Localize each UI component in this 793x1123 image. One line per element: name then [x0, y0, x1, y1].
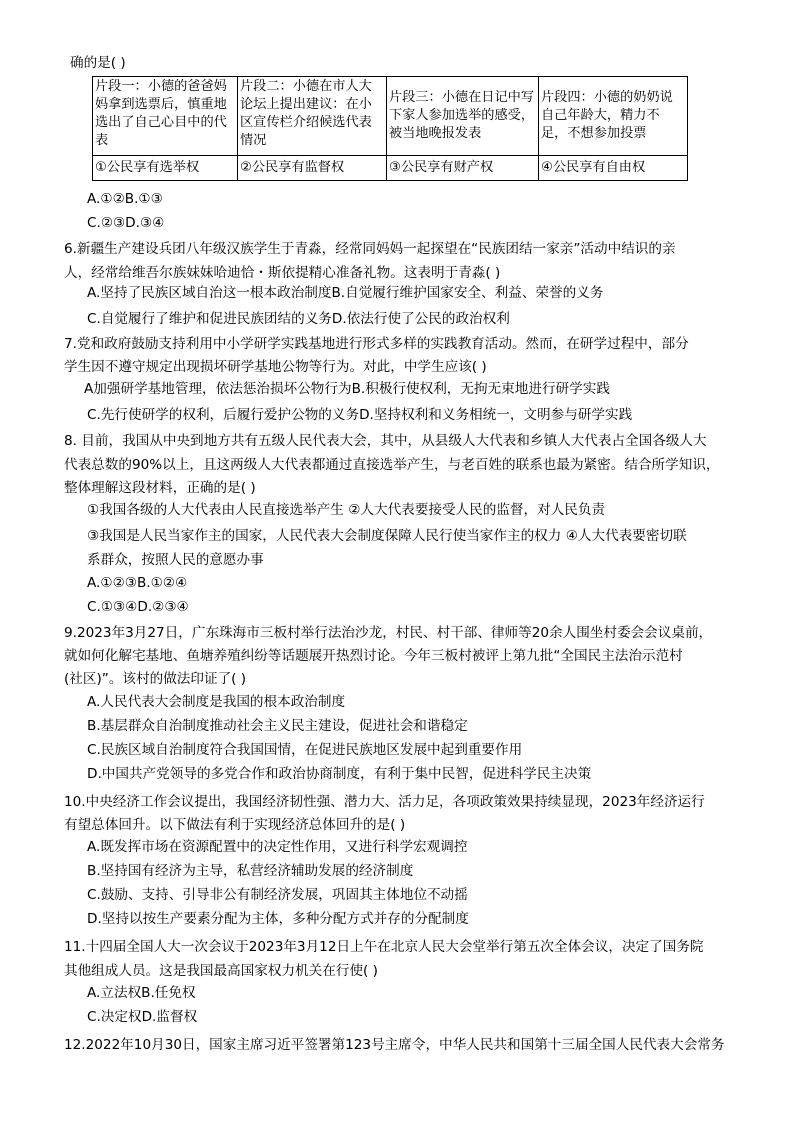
q5-intro: 确的是( ): [70, 55, 126, 71]
q8-statements-line-1: ①我国各级的人大代表由人民直接选举产生 ②人大代表要接受人民的监督，对人民负责: [87, 502, 606, 518]
fragment-cell-2: 片段二：小德在市人大论坛上提出建议：在小区宣传栏介绍候选代表情况: [238, 77, 387, 156]
q5-answer-ab: A.①②B.①③: [87, 191, 163, 207]
q9-stem-line-2: 就如何化解宅基地、鱼塘养殖纠纷等话题展开热烈讨论。今年三板村被评上第九批“全国民主法治示范村: [64, 648, 683, 664]
option-cell-4: ④公民享有自由权: [539, 156, 688, 181]
q8-stem-line-1: 8. 目前，我国从中央到地方共有五级人民代表大会，其中，从县级人大代表和乡镇人大代表占全国各级人大: [64, 433, 707, 449]
q9-answer-d: D.中国共产党领导的多党合作和政治协商制度，有利于集中民智，促进科学民主决策: [87, 766, 592, 782]
q12-stem-line-1: 12.2022年10月30日，国家主席习近平签署第123号主席令，中华人民共和国第十三届全国人民代表大会常务: [64, 1037, 725, 1053]
q7-stem-line-1: 7.党和政府鼓励支持利用中小学研学实践基地进行形式多样的实践教育活动。然而，在研学过程中，部分: [64, 336, 689, 352]
q5-fragment-table: [92, 76, 688, 181]
option-cell-3: ③公民享有财产权: [387, 156, 539, 181]
q9-answer-b: B.基层群众自治制度推动社会主义民主建设，促进社会和谐稳定: [87, 718, 468, 734]
q10-stem-line-2: 有望总体回升。以下做法有利于实现经济总体回升的是( ): [64, 817, 406, 833]
fragment-cell-1: 片段一：小德的爸爸妈妈拿到选票后，慎重地选出了自己心目中的代表: [93, 77, 238, 156]
q10-stem-line-1: 10.中央经济工作会议提出，我国经济韧性强、潜力大、活力足，各项政策效果持续显现，2023年经济运行: [64, 794, 705, 810]
q6-answer-ab: A.坚持了民族区域自治这一根本政治制度B.自觉履行维护国家安全、利益、荣誉的义务: [87, 285, 604, 301]
q10-answer-d: D.坚持以按生产要素分配为主体，多种分配方式并存的分配制度: [87, 911, 469, 927]
q11-answer-cd: C.决定权D.监督权: [87, 1009, 198, 1025]
fragment-cell-4: 片段四：小德的奶奶说自己年龄大，精力不足，不想参加投票: [539, 77, 688, 156]
q7-stem-line-2: 学生因不遵守规定出现损坏研学基地公物等行为。对此，中学生应该( ): [64, 359, 487, 375]
q7-answer-ab: A加强研学基地管理，依法惩治损坏公物行为B.积极行使权利，无拘无束地进行研学实践: [84, 381, 610, 397]
q11-stem-line-2: 其他组成人员。这是我国最高国家权力机关在行使( ): [64, 963, 378, 979]
q10-answer-a: A.既发挥市场在资源配置中的决定性作用，又进行科学宏观调控: [87, 839, 468, 855]
q11-answer-ab: A.立法权B.任免权: [87, 985, 196, 1001]
q5-answer-cd: C.②③D.③④: [87, 215, 165, 231]
q9-stem-line-1: 9.2023年3月27日，广东珠海市三板村举行法治沙龙，村民、村干部、律师等20余人围坐村委会会议桌前，: [64, 625, 713, 641]
q7-answer-cd: C.先行使研学的权利，后履行爱护公物的义务D.坚持权利和义务相统一，文明参与研学实践: [87, 407, 633, 423]
q6-stem-line-1: 6.新疆生产建设兵团八年级汉族学生于青淼，经常同妈妈一起探望在“民族团结一家亲”活动中结识的亲: [64, 241, 676, 257]
q9-stem-line-3: (社区)”。该村的做法印证了( ): [64, 671, 247, 687]
q6-answer-cd: C.自觉履行了维护和促进民族团结的义务D.依法行使了公民的政治权利: [87, 311, 510, 327]
q8-statements-line-3: 系群众，按照人民的意愿办事: [87, 552, 264, 568]
q10-answer-c: C.鼓励、支持、引导非公有制经济发展，巩固其主体地位不动摇: [87, 887, 468, 903]
q8-stem-line-2: 代表总数的90%以上，且这两级人大代表都通过直接选举产生，与老百姓的联系也最为紧密。结合所学知识，: [64, 457, 720, 473]
fragment-cell-3: 片段三：小德在日记中写下家人参加选举的感受，被当地晚报发表: [387, 77, 539, 156]
q9-answer-c: C.民族区域自治制度符合我国国情，在促进民族地区发展中起到重要作用: [87, 742, 523, 758]
option-row: [93, 156, 688, 181]
q6-stem-line-2: 人，经常给维吾尔族妹妹哈迪恰・斯依提精心准备礼物。这表明于青淼( ): [64, 265, 501, 281]
fragment-row: [93, 77, 688, 156]
q9-answer-a: A.人民代表大会制度是我国的根本政治制度: [87, 694, 346, 710]
q11-stem-line-1: 11.十四届全国人大一次会议于2023年3月12日上午在北京人民大会堂举行第五次全体会议，决定了国务院: [64, 939, 704, 955]
q8-stem-line-3: 整体理解这段材料，正确的是( ): [64, 480, 256, 496]
q10-answer-b: B.坚持国有经济为主导，私营经济辅助发展的经济制度: [87, 863, 414, 879]
q8-answer-cd: C.①③④D.②③④: [87, 599, 189, 615]
option-cell-1: ①公民享有选举权: [93, 156, 238, 181]
q8-statements-line-2: ③我国是人民当家作主的国家，人民代表大会制度保障人民行使当家作主的权力 ④人大代表要密切联: [87, 528, 687, 544]
option-cell-2: ②公民享有监督权: [238, 156, 387, 181]
q8-answer-ab: A.①②③B.①②④: [87, 575, 188, 591]
